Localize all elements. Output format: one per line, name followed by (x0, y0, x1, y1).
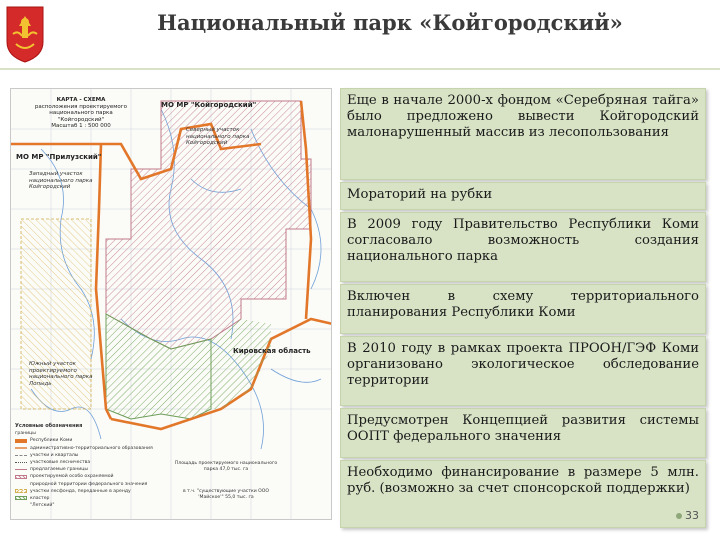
legend-row (15, 481, 165, 488)
park-map (10, 88, 332, 520)
komi-emblem (4, 4, 46, 64)
legend-swatch (15, 455, 27, 456)
legend-item-label: кластер (30, 495, 50, 501)
legend-row (15, 473, 165, 480)
map-heading-line: КАРТА - СХЕМА (56, 97, 106, 103)
bullet-box (340, 212, 706, 282)
legend-row (15, 502, 165, 509)
legend-swatch (15, 439, 27, 443)
bullet-box (340, 408, 706, 458)
legend-row (15, 445, 165, 452)
legend-swatch (15, 447, 27, 449)
legend-item-label: природной территории федерального значения (30, 481, 148, 487)
legend-swatch (15, 504, 27, 508)
legend-item-label: предлагаемые границы (30, 467, 88, 473)
legend-item-label: участковые лесничества (30, 459, 91, 465)
bullet-text: В 2009 году Правительство Республики Коми согласовало возможность создания национального парка (347, 217, 699, 264)
legend-swatch (15, 482, 27, 486)
bullet-text: Предусмотрен Концепцией развития системы ООПТ федерального значения (347, 413, 699, 444)
map-label-zone-north: Северный участок национального парка Койгородский (186, 127, 250, 146)
page-title: Национальный парк «Койгородский» (157, 10, 623, 35)
bullet-box (340, 88, 706, 180)
map-legend (15, 423, 165, 509)
bullet-box (340, 182, 706, 210)
legend-row (15, 459, 165, 466)
map-label-priluzsky: МО МР "Прилузский" (16, 153, 102, 161)
legend-item-label: участки и кварталы (30, 452, 79, 458)
legend-row (15, 488, 165, 495)
legend-item-label: административно-территориального образования (30, 445, 153, 451)
legend-title: Условные обозначения (15, 423, 83, 429)
legend-item-label: Республики Коми (30, 438, 73, 444)
bullet-box (340, 284, 706, 334)
page-number (676, 508, 699, 524)
legend-swatch (15, 469, 27, 470)
legend-row (15, 466, 165, 473)
map-heading (31, 97, 131, 130)
legend-swatch (15, 496, 27, 500)
bullet-text: Включен в схему территориального планирования Республики Коми (347, 289, 699, 320)
map-heading-line: расположения проектируемого (34, 103, 128, 110)
legend-swatch (15, 462, 27, 463)
page-dot-icon (676, 513, 682, 519)
legend-row (15, 495, 165, 502)
map-area-note-2: в т.ч. "существующие участки ООО 'Майское'" 55,0 тыс. га (182, 489, 270, 500)
bullet-text: Мораторий на рубки (347, 187, 493, 202)
legend-item-label: границы (15, 431, 36, 437)
map-label-kirov: Кировская область (233, 347, 311, 355)
page-number-text: 33 (685, 509, 699, 522)
legend-swatch (15, 475, 27, 479)
bullet-text: Еще в начале 2000-х фондом «Серебряная тайга» было предложено вывести Койгородский малонарушенный массив из лесопользования (347, 93, 699, 140)
legend-row (15, 452, 165, 459)
legend-item-label: "Летский" (30, 503, 55, 509)
legend-swatch (15, 489, 27, 493)
map-area-note: Площадь проектируемого национального парка 47,0 тыс. га (174, 461, 278, 472)
bullet-box (340, 460, 706, 528)
map-label-zone-south: Южный участок проектируемого национального парка Лопыдь (29, 361, 93, 387)
map-heading-line: "Койгородский" (57, 116, 105, 123)
map-heading-line: национального парка (49, 110, 113, 116)
legend-item-label: участки лесфонда, переданные в аренду (30, 488, 131, 494)
legend-row (15, 437, 165, 444)
header-divider (0, 68, 720, 70)
legend-row (15, 430, 165, 437)
bullet-text: В 2010 году в рамках проекта ПРООН/ГЭФ Коми организовано экологическое обследование территории (347, 341, 699, 388)
bullet-box (340, 336, 706, 406)
map-label-koygorodsky: МО МР "Койгородский" (161, 101, 257, 109)
bullet-text: Необходимо финансирование в размере 5 млн. руб. (возможно за счет спонсорской поддержки) (347, 465, 699, 496)
legend-item-label: проектируемой особо охраняемой (30, 474, 114, 480)
map-scale: Масштаб 1 : 500 000 (51, 123, 111, 129)
map-label-zone-west: Западный участок национального парка Койгородский (29, 171, 93, 190)
